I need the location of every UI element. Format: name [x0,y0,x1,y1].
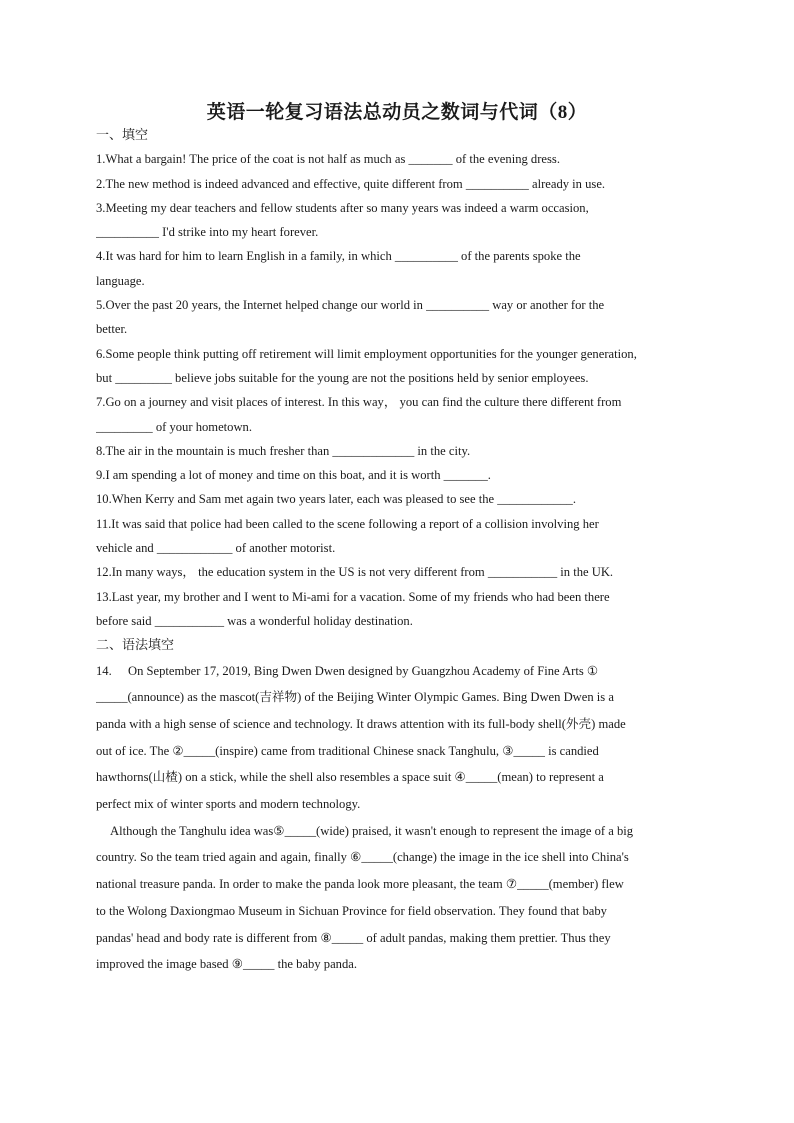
question-line: language. [96,273,145,288]
passage-paragraph-1 [96,658,698,818]
question-line: better. [96,322,128,337]
question-number: 14. [96,663,112,678]
question-line: 12.In many ways， the education system in the US is not very different from ___________ in the UK. [96,565,614,580]
question-line: 10.When Kerry and Sam met again two years later, each was pleased to see the ____________. [96,492,577,507]
question-line: 13.Last year, my brother and I went to Mi-ami for a vacation. Some of my friends who had been there [96,589,610,604]
question-line: 6.Some people think putting off retirement will limit employment opportunities for the younger generation, [96,346,637,361]
question-line: __________ I'd strike into my heart forever. [96,225,319,240]
question-line: but _________ believe jobs suitable for the young are not the positions held by senior employees. [96,370,589,385]
worksheet-content [96,123,698,978]
passage-line: out of ice. The ②_____(inspire) came from traditional Chinese snack Tanghulu, ③_____ is candied [96,743,599,758]
passage-line: national treasure panda. In order to make the panda look more pleasant, the team ⑦_____(member) flew [96,877,624,892]
section-heading-fill-blank: 一、填空 [96,127,149,142]
question-line: 5.Over the past 20 years, the Internet helped change our world in __________ way or another for the [96,298,605,313]
passage-line [96,658,698,685]
passage-paragraph-2 [96,818,698,978]
question-line: 7.Go on a journey and visit places of interest. In this way， you can find the culture there different from [96,395,622,410]
question-line: 3.Meeting my dear teachers and fellow students after so many years was indeed a warm occasion, [96,200,589,215]
question-line: 2.The new method is indeed advanced and effective, quite different from __________ already in use. [96,176,606,191]
question-line: before said ___________ was a wonderful holiday destination. [96,613,413,628]
question-line: 4.It was hard for him to learn English in a family, in which __________ of the parents spoke the [96,249,581,264]
question-line: 1.What a bargain! The price of the coat is not half as much as _______ of the evening dress. [96,152,560,167]
page-title: 英语一轮复习语法总动员之数词与代词（8） [206,102,588,123]
passage-line: _____(announce) as the mascot(吉祥物) of the Beijing Winter Olympic Games. Bing Dwen Dwen is a [96,690,614,705]
question-line: 9.I am spending a lot of money and time on this boat, and it is worth _______. [96,468,491,483]
passage-line: to the Wolong Daxiongmao Museum in Sichuan Province for field observation. They found that baby [96,903,607,918]
question-line: 11.It was said that police had been called to the scene following a report of a collision involving her [96,516,599,531]
passage-text: On September 17, 2019, Bing Dwen Dwen designed by Guangzhou Academy of Fine Arts ① [128,663,599,678]
passage-line: improved the image based ⑨_____ the baby panda. [96,957,357,972]
passage-line: panda with a high sense of science and technology. It draws attention with its full-body shell(外壳) made [96,716,626,731]
passage-line: pandas' head and body rate is different from ⑧_____ of adult pandas, making them prettier. Thus they [96,930,611,945]
passage-line: country. So the team tried again and again, finally ⑥_____(change) the image in the ice shell into China's [96,850,629,865]
question-line: vehicle and ____________ of another motorist. [96,541,336,556]
passage-line: perfect mix of winter sports and modern technology. [96,797,361,812]
fill-blank-questions [96,147,698,633]
question-line: 8.The air in the mountain is much fresher than _____________ in the city. [96,443,471,458]
section-heading-grammar-fill: 二、语法填空 [96,637,175,653]
question-line: _________ of your hometown. [96,419,253,434]
passage-line: Although the Tanghulu idea was⑤_____(wide) praised, it wasn't enough to represent the image of a big [110,823,634,838]
passage-line: hawthorns(山楂) on a stick, while the shell also resembles a space suit ④_____(mean) to represent a [96,770,604,785]
